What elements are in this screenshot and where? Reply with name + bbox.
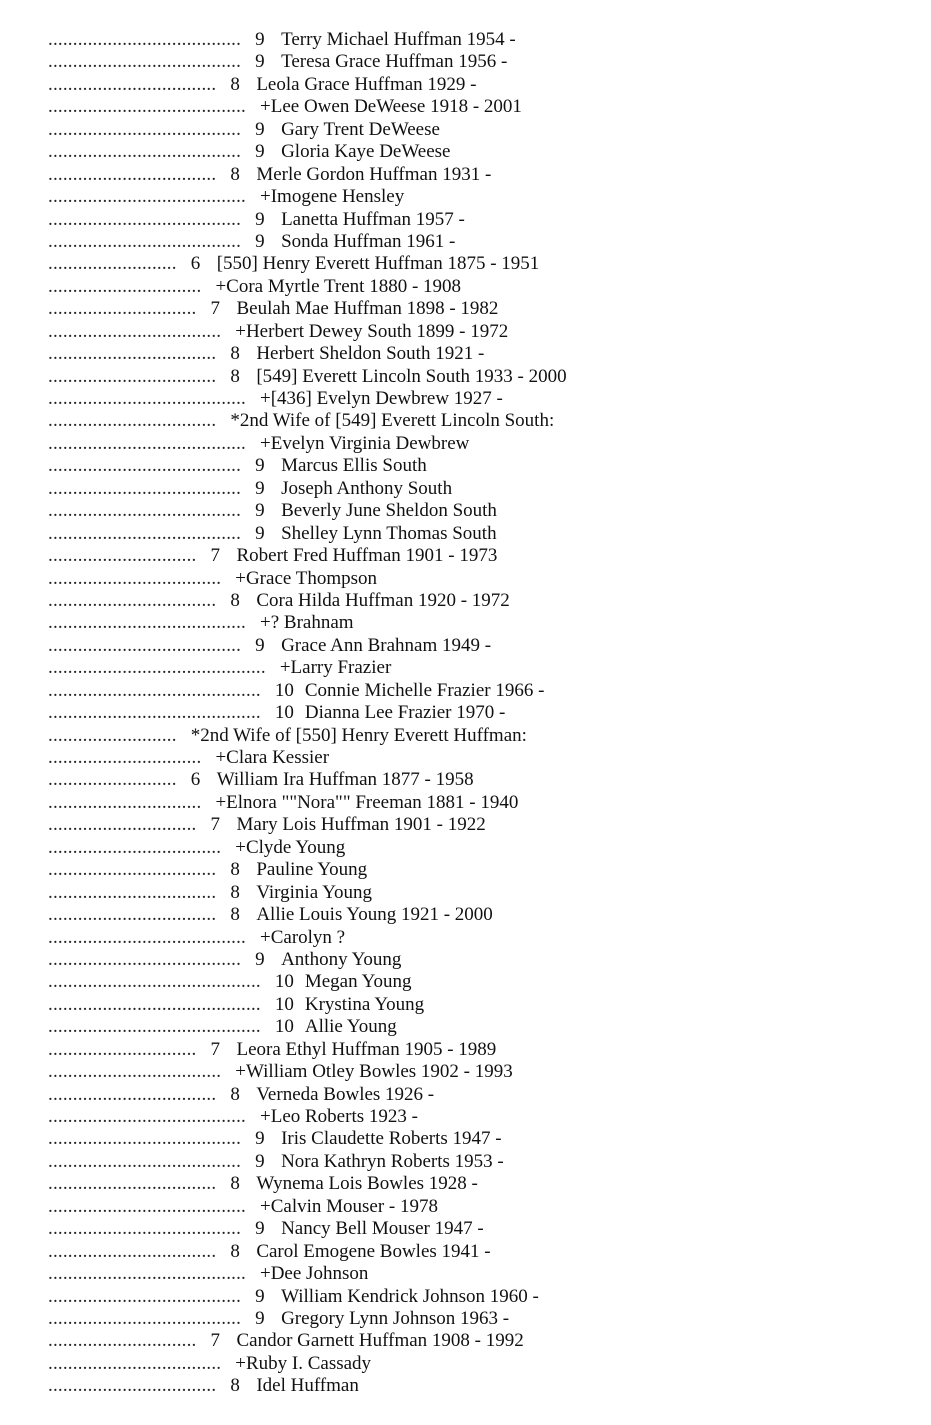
generation-number: 7 <box>210 1330 220 1352</box>
report-line <box>48 164 908 186</box>
generation-number: 9 <box>255 208 265 230</box>
person-entry: +Calvin Mouser - 1978 <box>260 1195 439 1217</box>
generation-number: 9 <box>255 634 265 656</box>
generation-number: 7 <box>210 545 220 567</box>
report-line <box>48 657 908 679</box>
generation-number: 10 <box>274 993 294 1015</box>
person-entry: [549] Everett Lincoln South 1933 - 2000 <box>256 365 567 387</box>
leader-dots: ....................................... <box>48 948 242 970</box>
report-line <box>48 523 908 545</box>
leader-dots: ....................................... <box>48 634 242 656</box>
leader-dots: ............................... <box>48 747 202 768</box>
person-entry: +Carolyn ? <box>260 926 346 948</box>
leader-dots: .......................... <box>48 769 177 791</box>
person-entry: Candor Garnett Huffman 1908 - 1992 <box>236 1330 524 1352</box>
person-entry: +Leo Roberts 1923 - <box>260 1106 418 1127</box>
person-entry: Lanetta Huffman 1957 - <box>281 208 465 230</box>
leader-dots: ............................... <box>48 275 202 297</box>
generation-number: 6 <box>190 253 201 275</box>
generation-number: 9 <box>255 1150 265 1172</box>
report-line <box>48 612 908 634</box>
person-entry: Verneda Bowles 1926 - <box>256 1083 435 1105</box>
report-line <box>48 859 908 881</box>
report-line <box>48 74 908 96</box>
report-line <box>48 949 908 971</box>
generation-number: 10 <box>274 702 294 724</box>
generation-number: 7 <box>210 298 220 320</box>
leader-dots: .................................. <box>48 73 217 95</box>
person-entry: +Evelyn Virginia Dewbrew <box>260 432 470 454</box>
person-entry: Wynema Lois Bowles 1928 - <box>256 1173 478 1195</box>
report-line <box>48 635 908 657</box>
leader-dots: .................................. <box>48 410 217 432</box>
generation-number: 10 <box>274 1016 294 1038</box>
report-line <box>48 971 908 993</box>
person-entry: +[436] Evelyn Dewbrew 1927 - <box>260 388 503 409</box>
leader-dots: ....................................... <box>48 230 242 252</box>
person-entry: Herbert Sheldon South 1921 - <box>256 343 485 365</box>
person-entry: +Herbert Dewey South 1899 - 1972 <box>235 320 509 342</box>
report-line <box>48 500 908 522</box>
report-line <box>48 276 908 298</box>
person-entry: Beulah Mae Huffman 1898 - 1982 <box>236 298 499 320</box>
person-entry: Carol Emogene Bowles 1941 - <box>256 1240 491 1262</box>
person-entry: +Grace Thompson <box>235 567 377 589</box>
generation-number: 9 <box>255 51 265 73</box>
leader-dots: ........................................ <box>48 432 246 454</box>
person-entry: +Larry Frazier <box>279 657 392 679</box>
generation-number: 9 <box>255 1285 265 1307</box>
leader-dots: ........................................... <box>48 971 261 993</box>
person-entry: Merle Gordon Huffman 1931 - <box>256 163 492 185</box>
leader-dots: ................................... <box>48 1352 222 1374</box>
leader-dots: ........................................ <box>48 96 246 118</box>
report-line <box>48 141 908 163</box>
person-entry: Anthony Young <box>281 948 402 970</box>
generation-number: 9 <box>255 500 265 522</box>
leader-dots: .................................. <box>48 1375 217 1397</box>
report-line <box>48 927 908 949</box>
generation-number: 8 <box>230 1240 240 1262</box>
report-line <box>48 1128 908 1150</box>
report-line <box>48 904 908 926</box>
person-entry: Shelley Lynn Thomas South <box>281 522 497 544</box>
person-entry: Joseph Anthony South <box>281 477 453 499</box>
leader-dots: ........................................... <box>48 702 261 724</box>
person-entry: Allie Louis Young 1921 - 2000 <box>256 904 493 926</box>
leader-dots: ....................................... <box>48 1150 242 1172</box>
person-entry: Dianna Lee Frazier 1970 - <box>304 702 506 724</box>
person-entry: Grace Ann Brahnam 1949 - <box>281 634 492 656</box>
report-line <box>48 545 908 567</box>
person-entry: Nancy Bell Mouser 1947 - <box>281 1218 484 1240</box>
person-entry: Iris Claudette Roberts 1947 - <box>281 1128 502 1150</box>
report-line <box>48 253 908 275</box>
leader-dots: ............................................ <box>48 657 266 679</box>
report-line <box>48 1039 908 1061</box>
report-line <box>48 321 908 343</box>
report-line <box>48 388 908 410</box>
generation-number: 10 <box>274 679 294 701</box>
person-entry: *2nd Wife of [549] Everett Lincoln South: <box>230 410 555 432</box>
generation-number: 8 <box>230 163 240 185</box>
generation-number: 8 <box>230 1173 240 1195</box>
leader-dots: .............................. <box>48 298 197 320</box>
generation-number: 8 <box>230 881 240 903</box>
generation-number: 9 <box>255 230 265 252</box>
leader-dots: ........................................ <box>48 612 246 634</box>
generation-number: 8 <box>230 1375 240 1397</box>
leader-dots: .............................. <box>48 545 197 567</box>
leader-dots: ....................................... <box>48 477 242 499</box>
report-line <box>48 1353 908 1375</box>
person-entry: +Clyde Young <box>235 836 346 858</box>
report-line <box>48 433 908 455</box>
report-line <box>48 1308 908 1330</box>
person-entry: Idel Huffman <box>256 1375 359 1397</box>
leader-dots: ....................................... <box>48 51 242 73</box>
person-entry: Mary Lois Huffman 1901 - 1922 <box>236 814 486 836</box>
report-line <box>48 1061 908 1083</box>
report-line <box>48 1375 908 1397</box>
person-entry: Nora Kathryn Roberts 1953 - <box>281 1150 504 1172</box>
report-line <box>48 1106 908 1128</box>
leader-dots: ........................................ <box>48 926 246 948</box>
person-entry: Terry Michael Huffman 1954 - <box>281 29 516 50</box>
generation-number: 9 <box>255 948 265 970</box>
report-line <box>48 455 908 477</box>
person-entry: William Ira Huffman 1877 - 1958 <box>216 769 474 791</box>
report-line <box>48 209 908 231</box>
leader-dots: .................................. <box>48 163 217 185</box>
person-entry: +Imogene Hensley <box>260 186 405 208</box>
report-line <box>48 1286 908 1308</box>
report-line <box>48 298 908 320</box>
leader-dots: ........................................... <box>48 1016 261 1038</box>
generation-number: 8 <box>230 365 240 387</box>
leader-dots: ................................... <box>48 1061 222 1083</box>
report-line <box>48 725 908 747</box>
person-entry: Robert Fred Huffman 1901 - 1973 <box>236 545 498 567</box>
leader-dots: ....................................... <box>48 118 242 140</box>
person-entry: +Cora Myrtle Trent 1880 - 1908 <box>215 275 462 297</box>
generation-number: 9 <box>255 522 265 544</box>
person-entry: Sonda Huffman 1961 - <box>281 230 456 252</box>
leader-dots: ....................................... <box>48 1285 242 1307</box>
leader-dots: ....................................... <box>48 500 242 522</box>
report-line <box>48 590 908 612</box>
report-line <box>48 478 908 500</box>
generation-number: 9 <box>255 118 265 140</box>
person-entry: +Elnora ""Nora"" Freeman 1881 - 1940 <box>215 791 519 813</box>
generation-number: 7 <box>210 814 220 836</box>
report-line <box>48 1218 908 1240</box>
report-line <box>48 1173 908 1195</box>
leader-dots: .................................. <box>48 904 217 926</box>
generation-number: 8 <box>230 904 240 926</box>
leader-dots: .................................. <box>48 1173 217 1195</box>
person-entry: Marcus Ellis South <box>281 455 427 477</box>
leader-dots: .................................. <box>48 881 217 903</box>
leader-dots: ................................... <box>48 320 222 342</box>
report-line <box>48 1330 908 1352</box>
report-line <box>48 994 908 1016</box>
generation-number: 9 <box>255 29 265 50</box>
person-entry: Pauline Young <box>256 859 368 881</box>
person-entry: Beverly June Sheldon South <box>281 500 497 522</box>
person-entry: +Lee Owen DeWeese 1918 - 2001 <box>260 96 522 118</box>
person-entry: William Kendrick Johnson 1960 - <box>281 1285 539 1307</box>
report-line <box>48 814 908 836</box>
report-line <box>48 366 908 388</box>
report-line <box>48 747 908 769</box>
leader-dots: ........................................ <box>48 388 246 409</box>
leader-dots: ........................................... <box>48 993 261 1015</box>
leader-dots: .............................. <box>48 1330 197 1352</box>
person-entry: Virginia Young <box>256 881 373 903</box>
report-line <box>48 837 908 859</box>
person-entry: Leola Grace Huffman 1929 - <box>256 73 477 95</box>
generation-number: 9 <box>255 141 265 163</box>
report-line <box>48 882 908 904</box>
generation-number: 10 <box>274 971 294 993</box>
person-entry: Gary Trent DeWeese <box>281 118 440 140</box>
report-line <box>48 410 908 432</box>
generation-number: 8 <box>230 859 240 881</box>
leader-dots: .................................. <box>48 365 217 387</box>
leader-dots: ............................... <box>48 791 202 813</box>
report-line <box>48 769 908 791</box>
leader-dots: ....................................... <box>48 141 242 163</box>
person-entry: Allie Young <box>304 1016 397 1038</box>
person-entry: Teresa Grace Huffman 1956 - <box>281 51 508 73</box>
leader-dots: ........................................ <box>48 1106 246 1127</box>
leader-dots: .......................... <box>48 253 177 275</box>
report-line <box>48 231 908 253</box>
report-line <box>48 1151 908 1173</box>
person-entry: *2nd Wife of [550] Henry Everett Huffman: <box>190 724 527 746</box>
leader-dots: .................................. <box>48 1240 217 1262</box>
generation-number: 7 <box>210 1038 220 1060</box>
report-line <box>48 343 908 365</box>
generation-number: 6 <box>190 769 201 791</box>
generation-number: 9 <box>255 1218 265 1240</box>
leader-dots: ....................................... <box>48 29 242 50</box>
descendant-report <box>48 29 908 1398</box>
report-line <box>48 1196 908 1218</box>
report-line <box>48 568 908 590</box>
leader-dots: ........................................ <box>48 1195 246 1217</box>
leader-dots: .................................. <box>48 859 217 881</box>
generation-number: 9 <box>255 455 265 477</box>
generation-number: 8 <box>230 1083 240 1105</box>
leader-dots: ....................................... <box>48 1307 242 1329</box>
report-line <box>48 96 908 118</box>
leader-dots: ........................................... <box>48 679 261 701</box>
generation-number: 8 <box>230 343 240 365</box>
report-line <box>48 680 908 702</box>
leader-dots: ........................................ <box>48 186 246 208</box>
report-line <box>48 702 908 724</box>
report-line <box>48 186 908 208</box>
person-entry: Megan Young <box>304 971 412 993</box>
report-line <box>48 1016 908 1038</box>
leader-dots: .................................. <box>48 343 217 365</box>
report-line <box>48 119 908 141</box>
person-entry: +Dee Johnson <box>260 1263 369 1285</box>
leader-dots: ................................... <box>48 836 222 858</box>
leader-dots: ....................................... <box>48 1128 242 1150</box>
person-entry: Cora Hilda Huffman 1920 - 1972 <box>256 589 510 611</box>
report-line <box>48 51 908 73</box>
person-entry: Krystina Young <box>304 993 425 1015</box>
leader-dots: ....................................... <box>48 1218 242 1240</box>
person-entry: [550] Henry Everett Huffman 1875 - 1951 <box>216 253 540 275</box>
leader-dots: ........................................ <box>48 1263 246 1285</box>
generation-number: 8 <box>230 589 240 611</box>
person-entry: +? Brahnam <box>260 612 354 634</box>
leader-dots: .................................. <box>48 589 217 611</box>
report-line <box>48 29 908 51</box>
leader-dots: ....................................... <box>48 522 242 544</box>
person-entry: Leora Ethyl Huffman 1905 - 1989 <box>236 1038 497 1060</box>
person-entry: +Clara Kessier <box>215 747 330 768</box>
person-entry: +Ruby I. Cassady <box>235 1352 372 1374</box>
leader-dots: .................................. <box>48 1083 217 1105</box>
leader-dots: ................................... <box>48 567 222 589</box>
report-line <box>48 792 908 814</box>
generation-number: 9 <box>255 477 265 499</box>
generation-number: 8 <box>230 73 240 95</box>
leader-dots: ....................................... <box>48 455 242 477</box>
leader-dots: ....................................... <box>48 208 242 230</box>
report-line <box>48 1084 908 1106</box>
report-line <box>48 1263 908 1285</box>
leader-dots: .......................... <box>48 724 177 746</box>
person-entry: Connie Michelle Frazier 1966 - <box>304 679 545 701</box>
generation-number: 9 <box>255 1128 265 1150</box>
leader-dots: .............................. <box>48 1038 197 1060</box>
person-entry: Gregory Lynn Johnson 1963 - <box>281 1307 510 1329</box>
generation-number: 9 <box>255 1307 265 1329</box>
report-line <box>48 1241 908 1263</box>
person-entry: +William Otley Bowles 1902 - 1993 <box>235 1061 513 1083</box>
leader-dots: .............................. <box>48 814 197 836</box>
person-entry: Gloria Kaye DeWeese <box>281 141 451 163</box>
